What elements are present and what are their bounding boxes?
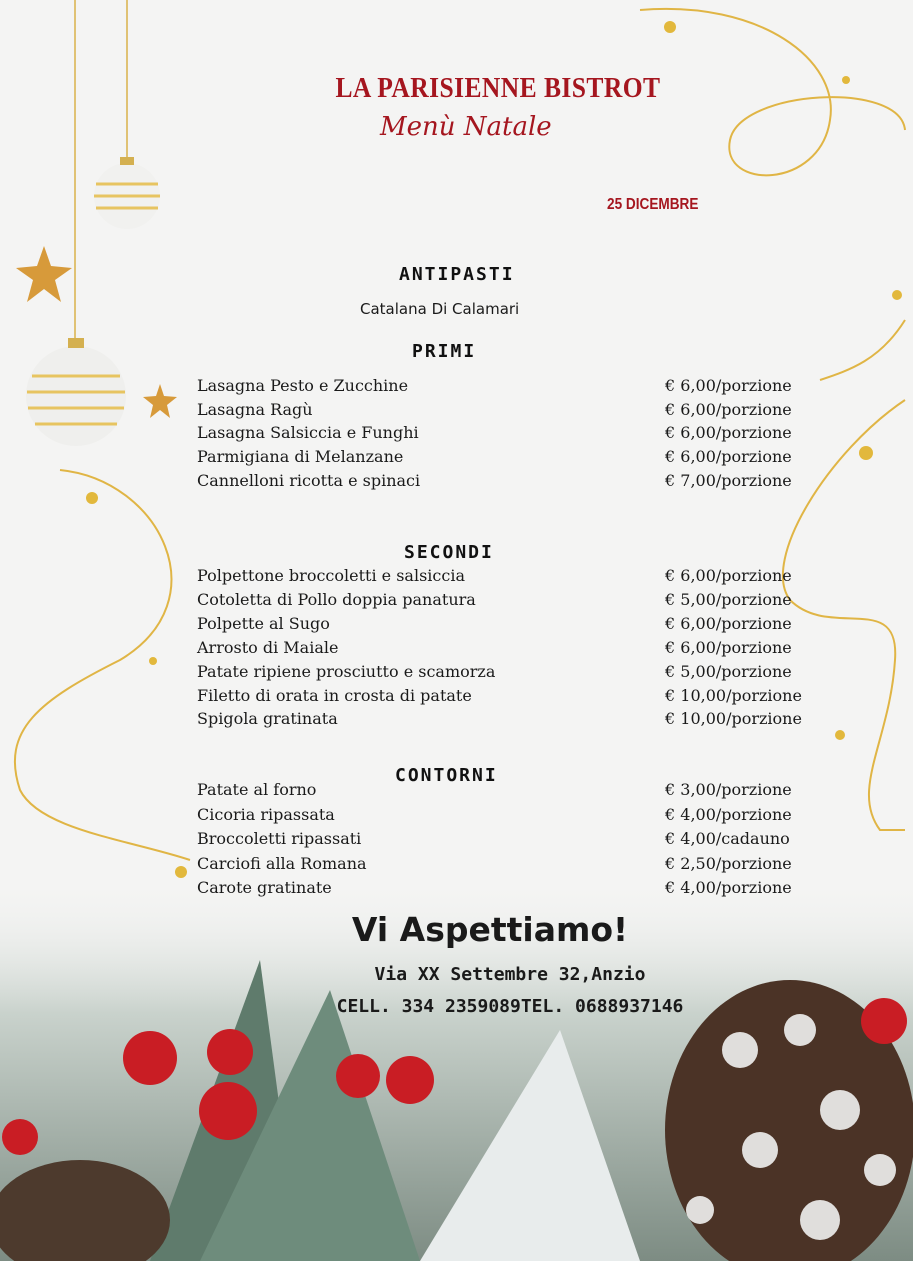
menu-item-row <box>197 423 827 447</box>
menu-item-name: Polpettone broccoletti e salsiccia <box>197 566 465 585</box>
menu-item-price: € 4,00/porzione <box>665 878 792 897</box>
menu-item-row <box>197 854 827 878</box>
menu-item-row <box>197 686 827 710</box>
menu-item-row <box>197 590 827 614</box>
menu-item-row <box>197 447 827 471</box>
menu-item-name: Lasagna Pesto e Zucchine <box>197 376 409 395</box>
menu-item-price: € 2,50/porzione <box>665 854 792 873</box>
menu-item-price: € 6,00/porzione <box>665 614 792 633</box>
menu-item-row <box>197 709 827 733</box>
antipasti-heading: ANTIPASTI <box>399 264 515 285</box>
secondi-heading: SECONDI <box>404 542 494 563</box>
menu-item-name: Filetto di orata in crosta di patate <box>197 686 472 705</box>
address-text: Via XX Settembre 32,Anzio <box>374 964 646 985</box>
welcome-text: Vi Aspettiamo! <box>351 910 629 949</box>
menu-item-row <box>197 662 827 686</box>
menu-item-row <box>197 614 827 638</box>
phone-text: CELL. 334 2359089TEL. 0688937146 <box>336 996 684 1017</box>
menu-item-price: € 7,00/porzione <box>665 471 792 490</box>
menu-item-row <box>197 878 827 902</box>
menu-item-price: € 6,00/porzione <box>665 423 792 442</box>
menu-item-name: Patate al forno <box>197 780 317 799</box>
menu-item-name: Lasagna Salsiccia e Funghi <box>197 423 419 442</box>
menu-item-price: € 3,00/porzione <box>665 780 792 799</box>
menu-item-price: € 4,00/cadauno <box>665 829 790 848</box>
menu-item-name: Cicoria ripassata <box>197 805 335 824</box>
menu-item-name: Carote gratinate <box>197 878 332 897</box>
menu-item-price: € 6,00/porzione <box>665 447 792 466</box>
menu-item-row <box>197 805 827 829</box>
menu-item-price: € 5,00/porzione <box>665 662 792 681</box>
menu-item-name: Patate ripiene prosciutto e scamorza <box>197 662 496 681</box>
restaurant-title: LA PARISIENNE BISTROT <box>335 72 661 104</box>
menu-item-name: Carciofi alla Romana <box>197 854 367 873</box>
menu-item-price: € 5,00/porzione <box>665 590 792 609</box>
menu-item-row <box>197 400 827 424</box>
menu-date: 25 DICEMBRE <box>607 196 699 213</box>
menu-item-row <box>197 376 827 400</box>
menu-item-name: Polpette al Sugo <box>197 614 330 633</box>
menu-item-row <box>197 638 827 662</box>
menu-item-row <box>197 471 827 495</box>
menu-item-name: Cotoletta di Pollo doppia panatura <box>197 590 476 609</box>
menu-item-price: € 10,00/porzione <box>665 686 802 705</box>
menu-item-price: € 6,00/porzione <box>665 566 792 585</box>
menu-item-name: Spigola gratinata <box>197 709 338 728</box>
menu-item-row <box>197 566 827 590</box>
menu-item-price: € 6,00/porzione <box>665 638 792 657</box>
ornament-icon <box>26 338 126 446</box>
menu-item-name: Arrosto di Maiale <box>197 638 339 657</box>
menu-item-price: € 6,00/porzione <box>665 400 792 419</box>
antipasti-item: Catalana Di Calamari <box>360 300 520 318</box>
menu-item-price: € 10,00/porzione <box>665 709 802 728</box>
menu-subtitle: Menù Natale <box>380 112 552 142</box>
menu-item-name: Cannelloni ricotta e spinaci <box>197 471 421 490</box>
menu-item-price: € 6,00/porzione <box>665 376 792 395</box>
ornament-icon <box>94 157 160 229</box>
menu-item-name: Parmigiana di Melanzane <box>197 447 404 466</box>
menu-item-name: Lasagna Ragù <box>197 400 313 419</box>
menu-item-price: € 4,00/porzione <box>665 805 792 824</box>
menu-item-row <box>197 780 827 804</box>
menu-item-name: Broccoletti ripassati <box>197 829 362 848</box>
menu-item-row <box>197 829 827 853</box>
primi-heading: PRIMI <box>412 341 477 362</box>
contorni-heading: CONTORNI <box>395 765 498 786</box>
